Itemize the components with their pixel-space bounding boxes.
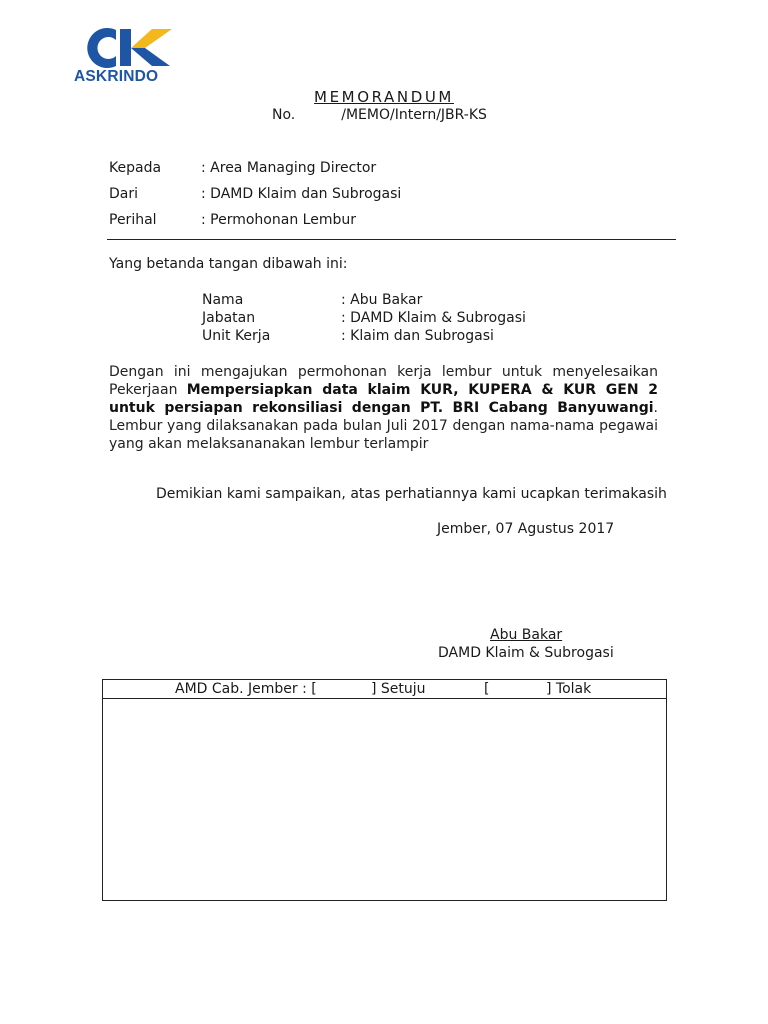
signatory-label-unit: Unit Kerja — [202, 328, 271, 344]
memo-number — [272, 107, 487, 123]
approval-notes-area[interactable] — [103, 699, 666, 900]
meta-label-dari: Dari — [109, 186, 139, 202]
meta-value-dari: : DAMD Klaim dan Subrogasi — [201, 186, 402, 202]
meta-label-perihal: Perihal — [109, 212, 157, 228]
body-part-2: . Lembur yang dilaksanakan pada bulan Juli 2017 dengan nama-nama pegawai yang akan melaksananakan lembur terlampir — [109, 400, 658, 452]
header-divider — [107, 239, 676, 240]
logo-wordmark: ASKRINDO — [74, 68, 159, 85]
body-part-1: Dengan ini mengajukan permohonan kerja lembur untuk menyelesaikan Pekerjaan — [109, 364, 658, 398]
approval-label: AMD Cab. Jember : [ — [175, 681, 317, 697]
signatory-value-unit: : Klaim dan Subrogasi — [341, 328, 494, 344]
signature-name: Abu Bakar — [490, 627, 563, 643]
number-suffix: /MEMO/Intern/JBR-KS — [341, 107, 487, 123]
approve-checkbox[interactable]: ] Setuju — [371, 681, 426, 697]
intro-text: Yang betanda tangan dibawah ini: — [109, 256, 348, 272]
number-prefix: No. — [272, 107, 296, 123]
signatory-label-nama: Nama — [202, 292, 244, 308]
approval-box — [102, 679, 667, 901]
reject-bracket-open: [ — [484, 681, 490, 697]
memo-title: MEMORANDUM — [314, 88, 454, 106]
signatory-label-jabatan: Jabatan — [202, 310, 256, 326]
approval-header — [103, 680, 666, 699]
signatory-value-nama: : Abu Bakar — [341, 292, 423, 308]
reject-checkbox[interactable]: ] Tolak — [546, 681, 592, 697]
signatory-value-jabatan: : DAMD Klaim & Subrogasi — [341, 310, 526, 326]
meta-value-kepada: : Area Managing Director — [201, 160, 377, 176]
body-bold-task: Mempersiapkan data klaim KUR, KUPERA & KUR GEN 2 untuk persiapan rekonsiliasi dengan PT. BRI Cabang Banyuwangi — [109, 382, 658, 416]
signature-title: DAMD Klaim & Subrogasi — [438, 645, 614, 661]
closing-text: Demikian kami sampaikan, atas perhatiannya kami ucapkan terimakasih — [156, 486, 667, 502]
body-paragraph — [109, 363, 658, 453]
meta-value-perihal: : Permohonan Lembur — [201, 212, 356, 228]
meta-label-kepada: Kepada — [109, 160, 162, 176]
place-date: Jember, 07 Agustus 2017 — [437, 521, 615, 537]
